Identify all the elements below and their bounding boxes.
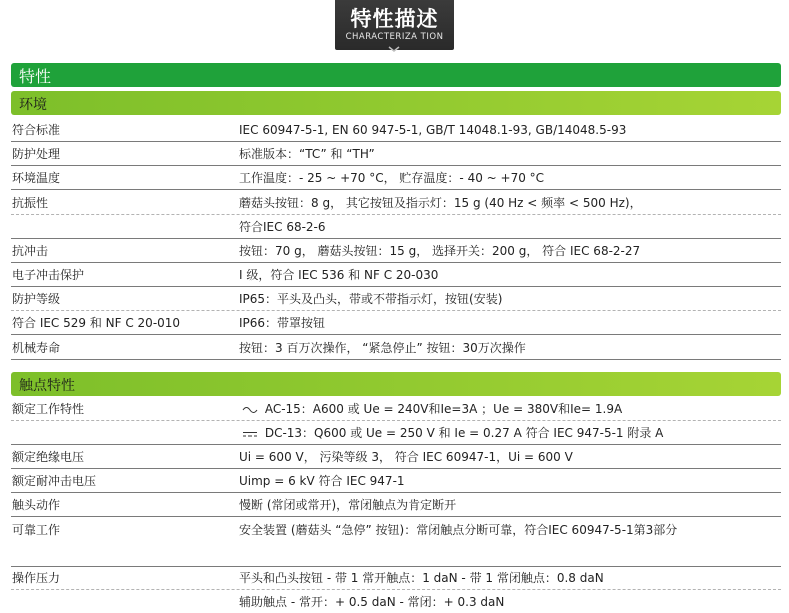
row-label bbox=[11, 543, 239, 566]
row-value: 标准版本：“TC” 和 “TH” bbox=[239, 147, 375, 161]
table-row bbox=[11, 543, 781, 567]
row-label: 抗振性 bbox=[12, 196, 49, 210]
header-box bbox=[335, 0, 454, 50]
row-value: 平头和凸头按钮 - 带 1 常开触点：1 daN - 带 1 常闭触点：0.8 daN bbox=[239, 571, 604, 585]
table-row bbox=[11, 264, 781, 287]
table-row bbox=[11, 240, 781, 263]
row-value-text: AC-15：A600 或 Ue = 240V和Ie=3A ；Ue = 380V和Ie= 1.9A bbox=[264, 402, 623, 416]
row-label bbox=[11, 216, 239, 238]
chevron-down-icon bbox=[388, 46, 400, 53]
row-value: 慢断 (常闭或常开)，常闭触点为肯定断开 bbox=[239, 498, 457, 512]
row-label: 额定绝缘电压 bbox=[12, 450, 85, 464]
row-label: 可靠工作 bbox=[12, 523, 61, 537]
row-label: 操作压力 bbox=[12, 571, 61, 585]
row-value: 按钮：70 g， 蘑菇头按钮：15 g， 选择开关：200 g， 符合 IEC 68-2-27 bbox=[239, 244, 641, 258]
row-value: IEC 60947-5-1, EN 60 947-5-1, GB/T 14048.1-93, GB/14048.5-93 bbox=[239, 123, 627, 137]
section-title: 特性 bbox=[19, 67, 52, 86]
table-row bbox=[11, 216, 781, 239]
row-label: 额定工作特性 bbox=[12, 402, 85, 416]
row-label: 电子冲击保护 bbox=[12, 268, 85, 282]
row-value: I 级，符合 IEC 536 和 NF C 20-030 bbox=[239, 268, 439, 282]
row-label: 机械寿命 bbox=[12, 341, 61, 355]
table-row bbox=[11, 422, 781, 445]
table-row bbox=[11, 143, 781, 166]
group-bar-environment bbox=[11, 91, 781, 115]
table-row bbox=[11, 519, 781, 541]
row-value-text: DC-13：Q600 或 Ue = 250 V 和 Ie = 0.27 A 符合 IEC 947-5-1 附录 A bbox=[264, 426, 664, 440]
row-label: 符合 IEC 529 和 NF C 20-010 bbox=[12, 316, 181, 330]
table-row bbox=[11, 470, 781, 493]
table-row bbox=[11, 119, 781, 142]
row-value: 工作温度：- 25 ~ +70 °C， 贮存温度：- 40 ~ +70 °C bbox=[239, 171, 545, 185]
row-value: 符合IEC 68-2-6 bbox=[239, 220, 326, 234]
group-title-environment: 环境 bbox=[19, 97, 47, 113]
row-value: Uimp = 6 kV 符合 IEC 947-1 bbox=[239, 474, 405, 488]
row-value: IP65：平头及凸头，带或不带指示灯，按钮(安装) bbox=[239, 292, 503, 306]
ac-sine-icon bbox=[239, 398, 261, 420]
row-label: 符合标准 bbox=[12, 123, 61, 137]
row-value: 安全装置 (蘑菇头 “急停” 按钮)：常闭触点分断可靠，符合IEC 60947-5-1第3部分 bbox=[239, 523, 678, 537]
row-value: 蘑菇头按钮：8 g， 其它按钮及指示灯：15 g (40 Hz < 频率 < 500 Hz)， bbox=[239, 196, 642, 210]
table-row bbox=[11, 192, 781, 215]
row-value bbox=[239, 398, 781, 420]
table-row bbox=[11, 591, 781, 613]
table-row bbox=[11, 567, 781, 590]
row-value bbox=[239, 422, 781, 444]
row-value bbox=[239, 543, 781, 566]
table-row bbox=[11, 167, 781, 190]
table-row bbox=[11, 288, 781, 311]
row-label: 抗冲击 bbox=[12, 244, 49, 258]
row-label: 环境温度 bbox=[12, 171, 61, 185]
row-value: Ui = 600 V， 污染等级 3， 符合 IEC 60947-1，Ui = 600 V bbox=[239, 450, 573, 464]
table-row bbox=[11, 398, 781, 421]
table-row bbox=[11, 312, 781, 335]
group-title-contacts: 触点特性 bbox=[19, 378, 75, 394]
section-bar bbox=[11, 63, 781, 87]
group-bar-contacts bbox=[11, 372, 781, 396]
table-row bbox=[11, 337, 781, 360]
table-row bbox=[11, 494, 781, 517]
table-row bbox=[11, 446, 781, 469]
row-value: 按钮：3 百万次操作， “紧急停止” 按钮：30万次操作 bbox=[239, 341, 526, 355]
page-subtitle: CHARACTERIZA TION bbox=[345, 32, 444, 42]
row-value: 辅助触点 - 常开：+ 0.5 daN - 常闭：+ 0.3 daN bbox=[239, 595, 505, 609]
row-label: 防护等级 bbox=[12, 292, 61, 306]
dc-line-icon bbox=[239, 422, 261, 444]
row-label: 防护处理 bbox=[12, 147, 61, 161]
row-label bbox=[11, 422, 239, 444]
row-value: IP66：带罩按钮 bbox=[239, 316, 326, 330]
row-label bbox=[11, 591, 239, 613]
row-label: 额定耐冲击电压 bbox=[12, 474, 97, 488]
header-banner bbox=[0, 0, 789, 58]
page-title: 特性描述 bbox=[350, 7, 439, 31]
row-label: 触头动作 bbox=[12, 498, 61, 512]
